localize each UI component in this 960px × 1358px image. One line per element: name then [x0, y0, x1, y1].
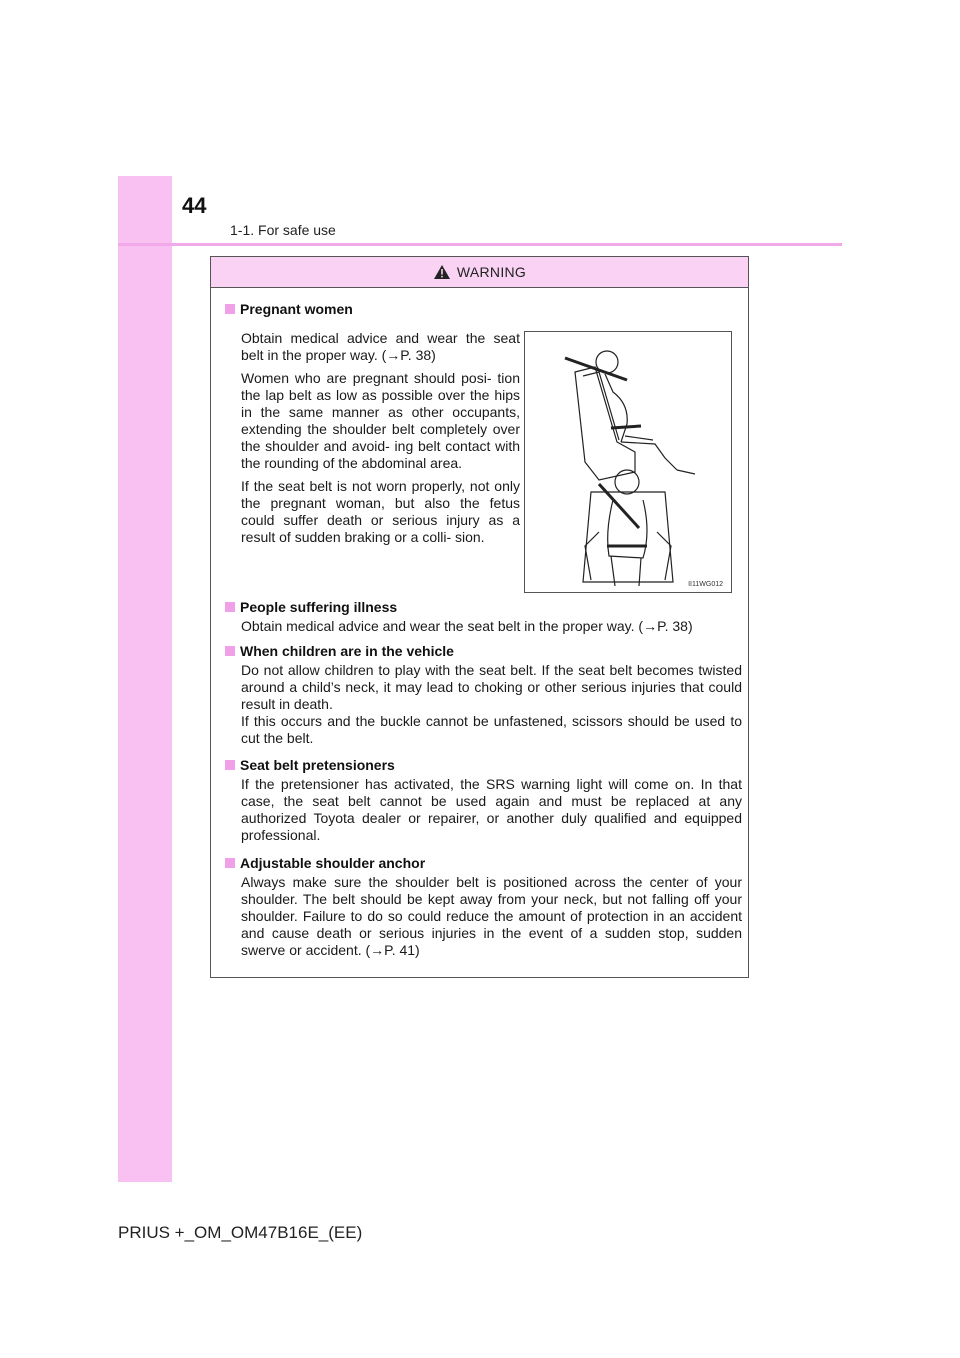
section-heading: Adjustable shoulder anchor: [240, 855, 426, 871]
section-heading: Pregnant women: [240, 301, 353, 317]
section-title: 1-1. For safe use: [230, 222, 336, 238]
page-number: 44: [182, 193, 207, 218]
seat-belt-illustration: [525, 332, 731, 592]
paragraph: Do not allow children to play with the seat belt. If the seat belt becomes twisted around a child’s neck, it may lead to choking or other serious injuries that could result in death.: [241, 662, 742, 712]
warning-box: [210, 256, 749, 978]
paragraph: Always make sure the shoulder belt is positioned across the center of your shoulder. The belt should be kept away from your neck, but not falling off your shoulder. Failure to do so could reduce the amount of protection in an accident and cause death or serious injuries in the event of a sudden stop, sudden swerve or accident. (→P. 41): [241, 874, 742, 958]
pregnant-woman-illustration: [524, 331, 732, 593]
warning-header: [211, 257, 748, 288]
bullet-square-icon: [225, 760, 235, 770]
section-heading: People suffering illness: [240, 599, 398, 615]
paragraph: Obtain medical advice and wear the seat belt in the proper way. (→P. 38): [241, 618, 693, 634]
warning-title: WARNING: [456, 264, 527, 280]
figure-code: II11WG012: [688, 581, 723, 588]
footer-doc-code: PRIUS +_OM_OM47B16E_(EE): [118, 1223, 363, 1242]
section-adjustable-shoulder-anchor: [225, 855, 742, 965]
section-people-suffering-illness: [225, 599, 742, 641]
paragraph: If this occurs and the buckle cannot be unfastened, scissors should be used to cut the belt.: [241, 713, 742, 746]
warning-triangle-icon: [433, 264, 451, 280]
section-children-in-vehicle: [225, 643, 742, 753]
paragraph: If the seat belt is not worn properly, not only the pregnant woman, but also the fetus could suffer death or serious injury as a result of sudden braking or a colli- sion.: [241, 478, 520, 545]
header-rule: [118, 243, 842, 246]
bullet-square-icon: [225, 304, 235, 314]
bullet-square-icon: [225, 602, 235, 612]
section-heading: When children are in the vehicle: [240, 643, 454, 659]
bullet-square-icon: [225, 858, 235, 868]
section-heading: Seat belt pretensioners: [240, 757, 395, 773]
paragraph: Obtain medical advice and wear the seat belt in the proper way. (→P. 38): [241, 330, 520, 363]
section-seat-belt-pretensioners: [225, 757, 742, 850]
paragraph: If the pretensioner has activated, the SRS warning light will come on. In that case, the seat belt cannot be used again and must be replaced at any authorized Toyota dealer or repairer, or another duly qualified and equipped professional.: [241, 776, 742, 843]
side-tab: [118, 176, 172, 1182]
paragraph: Women who are pregnant should posi- tion the lap belt as low as possible over the hips in the same manner as other occupants, extending the shoulder belt completely over the shoulder and avoid- ing belt contact with the rounding of the abdominal area.: [241, 370, 520, 471]
bullet-square-icon: [225, 646, 235, 656]
